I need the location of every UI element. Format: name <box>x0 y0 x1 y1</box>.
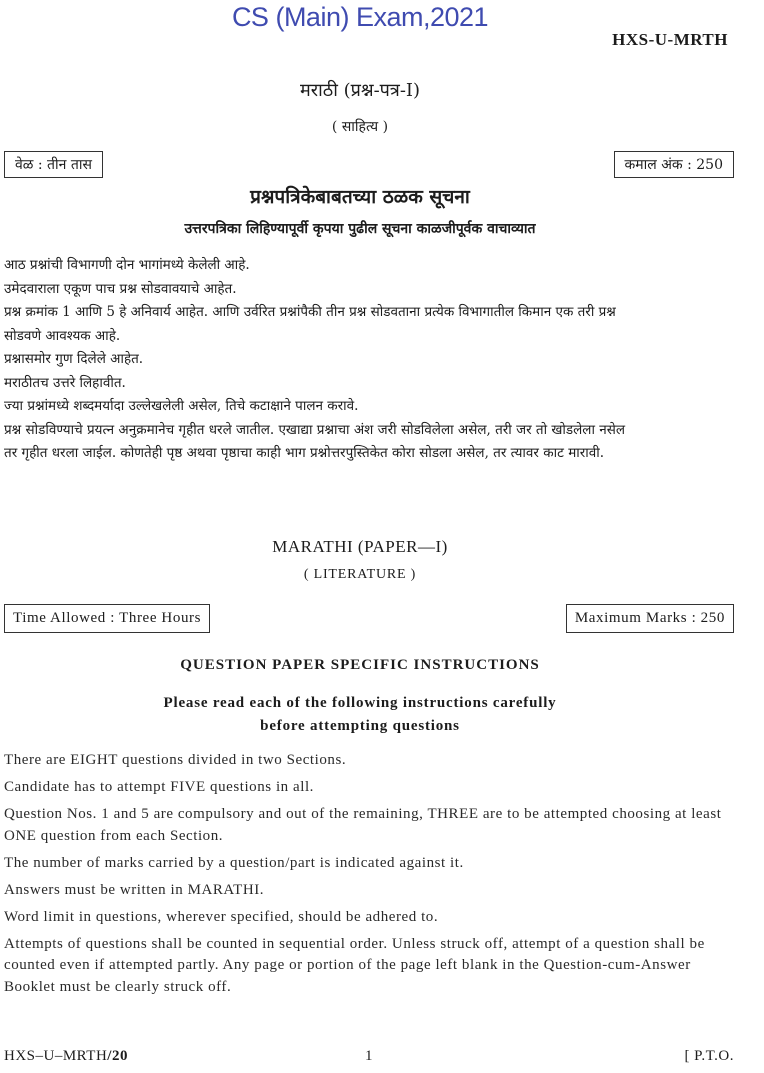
marathi-instructions-heading: प्रश्नपत्रिकेबाबतच्या ठळक सूचना <box>250 186 470 208</box>
english-instructions-heading: QUESTION PAPER SPECIFIC INSTRUCTIONS <box>180 657 540 673</box>
marathi-time-box: वेळ : तीन तास <box>4 151 103 178</box>
marathi-instruction-line: ज्या प्रश्नांमध्ये शब्दमर्यादा उल्लेखलेली असेल, तिचे कटाक्षाने पालन करावे. <box>4 398 359 414</box>
pto-label: [ P.T.O. <box>684 1048 734 1064</box>
marathi-instruction-line: सोडवणे आवश्यक आहे. <box>4 327 121 344</box>
marathi-paper-subtitle: ( साहित्य ) <box>331 119 389 135</box>
paper-code: HXS-U-MRTH <box>612 30 728 49</box>
english-instructions-list <box>4 750 764 1004</box>
marathi-instructions-subheading: उत्तरपत्रिका लिहिण्यापूर्वी कृपया पुढील सूचना काळजीपूर्वक वाचाव्यात <box>184 221 536 237</box>
footer-code-prefix: HXS–U–MRTH <box>4 1048 108 1064</box>
page-number: 1 <box>365 1048 373 1064</box>
english-instruction: There are EIGHT questions divided in two Sections. <box>4 752 347 768</box>
english-instructions-subheading <box>0 692 720 738</box>
english-marks-box: Maximum Marks : 250 <box>566 604 734 633</box>
marathi-instruction-line: तर गृहीत धरला जाईल. कोणतेही पृष्ठ अथवा पृष्ठाचा काही भाग प्रश्नोत्तरपुस्तिकेत कोरा सोडला असेल, तर त्यावर काट मारावी. <box>4 445 605 461</box>
footer-code-suffix: /20 <box>107 1048 128 1064</box>
marathi-instruction-line: प्रश्न क्रमांक 1 आणि 5 हे अनिवार्य आहेत. आणि उर्वरित प्रश्नांपैकी तीन प्रश्न सोडवताना प्रत्येक विभागातील किमान एक तरी प्रश्न <box>4 304 616 320</box>
english-subheading-line: Please read each of the following instructions carefully <box>163 695 557 711</box>
marathi-instruction-line: प्रश्न सोडविण्याचे प्रयत्न अनुक्रमानेच गृहीत धरले जातील. एखाद्या प्रश्नाचा अंश जरी सोडविलेला असेल, तरी जर तो खोडलेला नसेल <box>4 421 626 438</box>
exam-banner: CS (Main) Exam,2021 <box>231 2 489 32</box>
english-paper-title: MARATHI (PAPER—I) <box>272 537 448 556</box>
english-instruction: The number of marks carried by a question/part is indicated against it. <box>4 854 464 871</box>
marathi-marks-box: कमाल अंक : 250 <box>614 151 734 178</box>
marathi-instruction-line: मराठीतच उत्तरे लिहावीत. <box>4 374 126 391</box>
english-instruction: Word limit in questions, wherever specified, should be adhered to. <box>4 908 439 925</box>
english-instruction: Candidate has to attempt FIVE questions in all. <box>4 779 314 795</box>
english-instruction: Answers must be written in MARATHI. <box>4 881 265 898</box>
english-instruction: Question Nos. 1 and 5 are compulsory and out of the remaining, THREE are to be attempted choosing at least ONE question from each Section. <box>4 806 722 844</box>
english-instruction: Attempts of questions shall be counted in sequential order. Unless struck off, attempt of a question shall be counted even if attempted partly. Any page or portion of the page left blank in the Question-cum-Answer Booklet must be clearly struck off. <box>4 935 705 995</box>
english-time-box: Time Allowed : Three Hours <box>4 604 210 633</box>
marathi-instruction-line: प्रश्नासमोर गुण दिलेले आहेत. <box>4 351 144 367</box>
footer-paper-code <box>4 1048 128 1065</box>
english-paper-subtitle: ( LITERATURE ) <box>303 567 417 582</box>
marathi-instructions-list <box>4 254 764 466</box>
marathi-instruction-line: उमेदवाराला एकूण पाच प्रश्न सोडवावयाचे आहेत. <box>4 280 237 297</box>
marathi-paper-title: मराठी (प्रश्न-पत्र-I) <box>299 80 421 101</box>
english-subheading-line: before attempting questions <box>260 718 460 734</box>
marathi-instruction-line: आठ प्रश्नांची विभागणी दोन भागांमध्ये केलेली आहे. <box>4 257 250 273</box>
